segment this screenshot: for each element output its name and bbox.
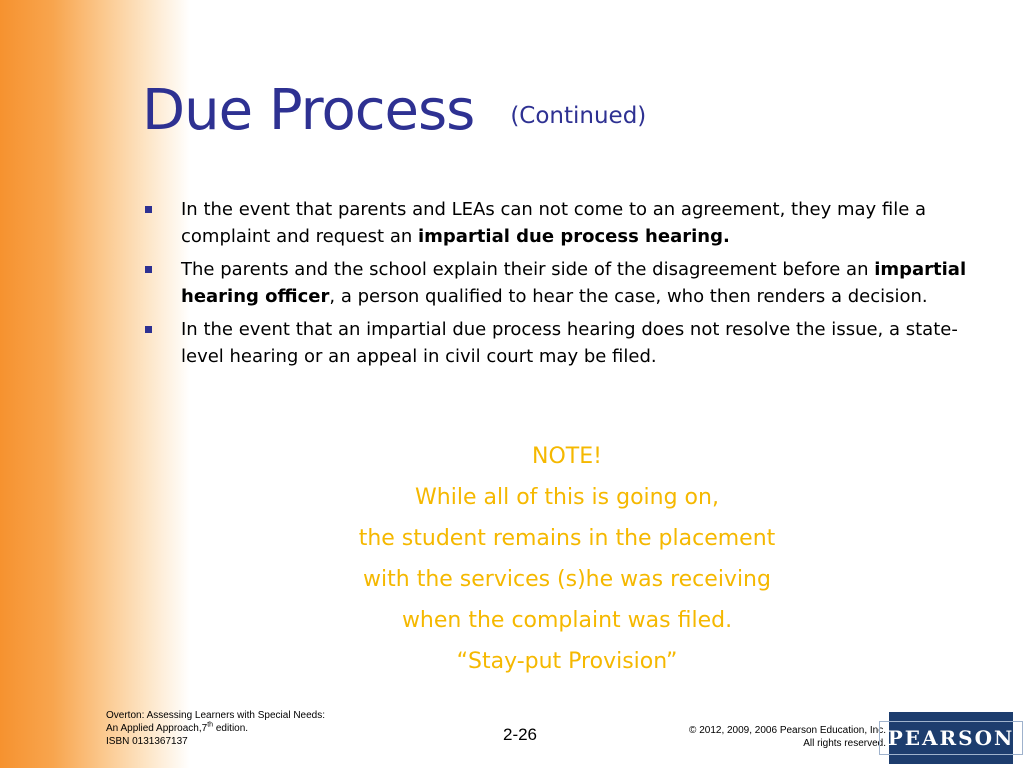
bullet-item bbox=[145, 316, 990, 370]
note-line: “Stay-put Provision” bbox=[456, 649, 678, 674]
note-line: While all of this is going on, bbox=[415, 485, 719, 510]
footer-book-info bbox=[106, 709, 325, 748]
slide-title bbox=[142, 78, 646, 143]
footer-edition-text: An Applied Approach,7 bbox=[106, 723, 208, 734]
bullet-bold-text: impartial hearing officer bbox=[181, 259, 967, 307]
copyright-line: © 2012, 2009, 2006 Pearson Education, Inc. bbox=[689, 725, 886, 736]
pearson-logo-text: PEARSON bbox=[879, 721, 1024, 755]
page-number: 2-26 bbox=[502, 725, 538, 744]
bullet-list bbox=[145, 196, 990, 376]
bullet-bold-text: impartial due process hearing. bbox=[417, 226, 730, 247]
note-block bbox=[300, 436, 834, 682]
bullet-item bbox=[145, 256, 990, 310]
footer-copyright bbox=[689, 724, 886, 750]
bullet-text-after: , a person qualified to hear the case, who then renders a decision. bbox=[329, 286, 928, 307]
footer-isbn: ISBN 0131367137 bbox=[106, 736, 188, 747]
note-line: the student remains in the placement bbox=[358, 526, 776, 551]
title-continued: (Continued) bbox=[510, 103, 647, 129]
bullet-item bbox=[145, 196, 990, 250]
footer-book-edition bbox=[106, 722, 325, 735]
note-line: NOTE! bbox=[532, 444, 602, 469]
square-bullet-icon bbox=[145, 326, 152, 333]
bullet-text: The parents and the school explain their side of the disagreement before an bbox=[181, 259, 875, 280]
title-main: Due Process bbox=[142, 78, 475, 143]
footer-edition-sup: th bbox=[207, 721, 214, 729]
footer-book-title: Overton: Assessing Learners with Special Needs: bbox=[106, 710, 325, 721]
bullet-text: In the event that parents and LEAs can not come to an agreement, they may file a complaint and request an bbox=[181, 199, 927, 247]
square-bullet-icon bbox=[145, 266, 152, 273]
rights-line: All rights reserved. bbox=[803, 738, 886, 749]
pearson-logo bbox=[889, 712, 1013, 764]
note-line: when the complaint was filed. bbox=[401, 608, 733, 633]
square-bullet-icon bbox=[145, 206, 152, 213]
bullet-text: In the event that an impartial due process hearing does not resolve the issue, a state-level hearing or an appeal in civil court may be filed. bbox=[181, 319, 958, 367]
footer-edition-suffix: edition. bbox=[213, 723, 249, 734]
note-line: with the services (s)he was receiving bbox=[363, 567, 771, 592]
